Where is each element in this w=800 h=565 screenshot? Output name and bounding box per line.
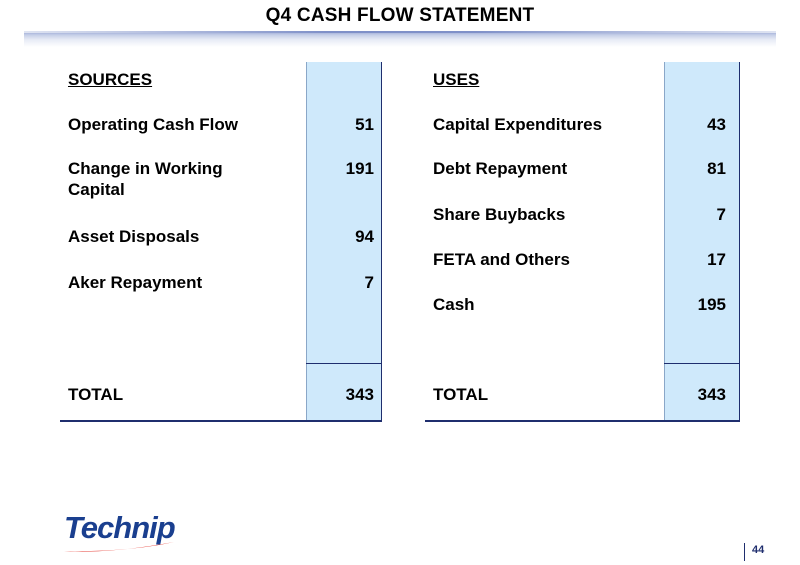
title-underline-bar xyxy=(24,31,776,47)
sources-value: 191 xyxy=(345,159,374,178)
uses-value: 17 xyxy=(707,250,726,269)
sources-header: SOURCES xyxy=(68,70,153,89)
uses-value: 195 xyxy=(697,295,726,314)
technip-logo: Technip xyxy=(64,510,175,545)
uses-label: Share Buybacks xyxy=(433,205,566,224)
sources-label: Aker Repayment xyxy=(68,273,203,292)
sources-value: 51 xyxy=(355,115,374,134)
page-title: Q4 CASH FLOW STATEMENT xyxy=(265,5,535,26)
sources-panel xyxy=(60,62,382,422)
uses-total-value: 343 xyxy=(697,385,726,404)
sources-value: 94 xyxy=(355,227,374,246)
uses-total-label: TOTAL xyxy=(433,385,489,404)
sources-bottom-rule xyxy=(60,420,382,422)
uses-label: Capital Expenditures xyxy=(433,115,603,134)
uses-panel xyxy=(425,62,740,422)
uses-value: 43 xyxy=(707,115,726,134)
uses-label: Cash xyxy=(433,295,475,314)
sources-label: Change in Working Capital xyxy=(68,159,223,199)
uses-label: Debt Repayment xyxy=(433,159,568,178)
sources-label: Asset Disposals xyxy=(68,227,200,246)
uses-header: USES xyxy=(433,70,480,89)
uses-total-rule xyxy=(664,363,739,364)
sources-total-label: TOTAL xyxy=(68,385,124,404)
sources-total-rule xyxy=(306,363,381,364)
uses-bottom-rule xyxy=(425,420,740,422)
sources-total-value: 343 xyxy=(345,385,374,404)
uses-label: FETA and Others xyxy=(433,250,570,269)
page-number: 44 xyxy=(752,544,765,556)
sources-label: Operating Cash Flow xyxy=(68,115,239,134)
sources-value: 7 xyxy=(364,273,374,292)
sources-right-rule xyxy=(381,62,382,422)
uses-value: 81 xyxy=(707,159,726,178)
uses-value: 7 xyxy=(716,205,726,224)
page-number-divider xyxy=(744,543,745,561)
uses-right-rule xyxy=(739,62,740,422)
logo-swoosh-icon xyxy=(62,540,176,554)
